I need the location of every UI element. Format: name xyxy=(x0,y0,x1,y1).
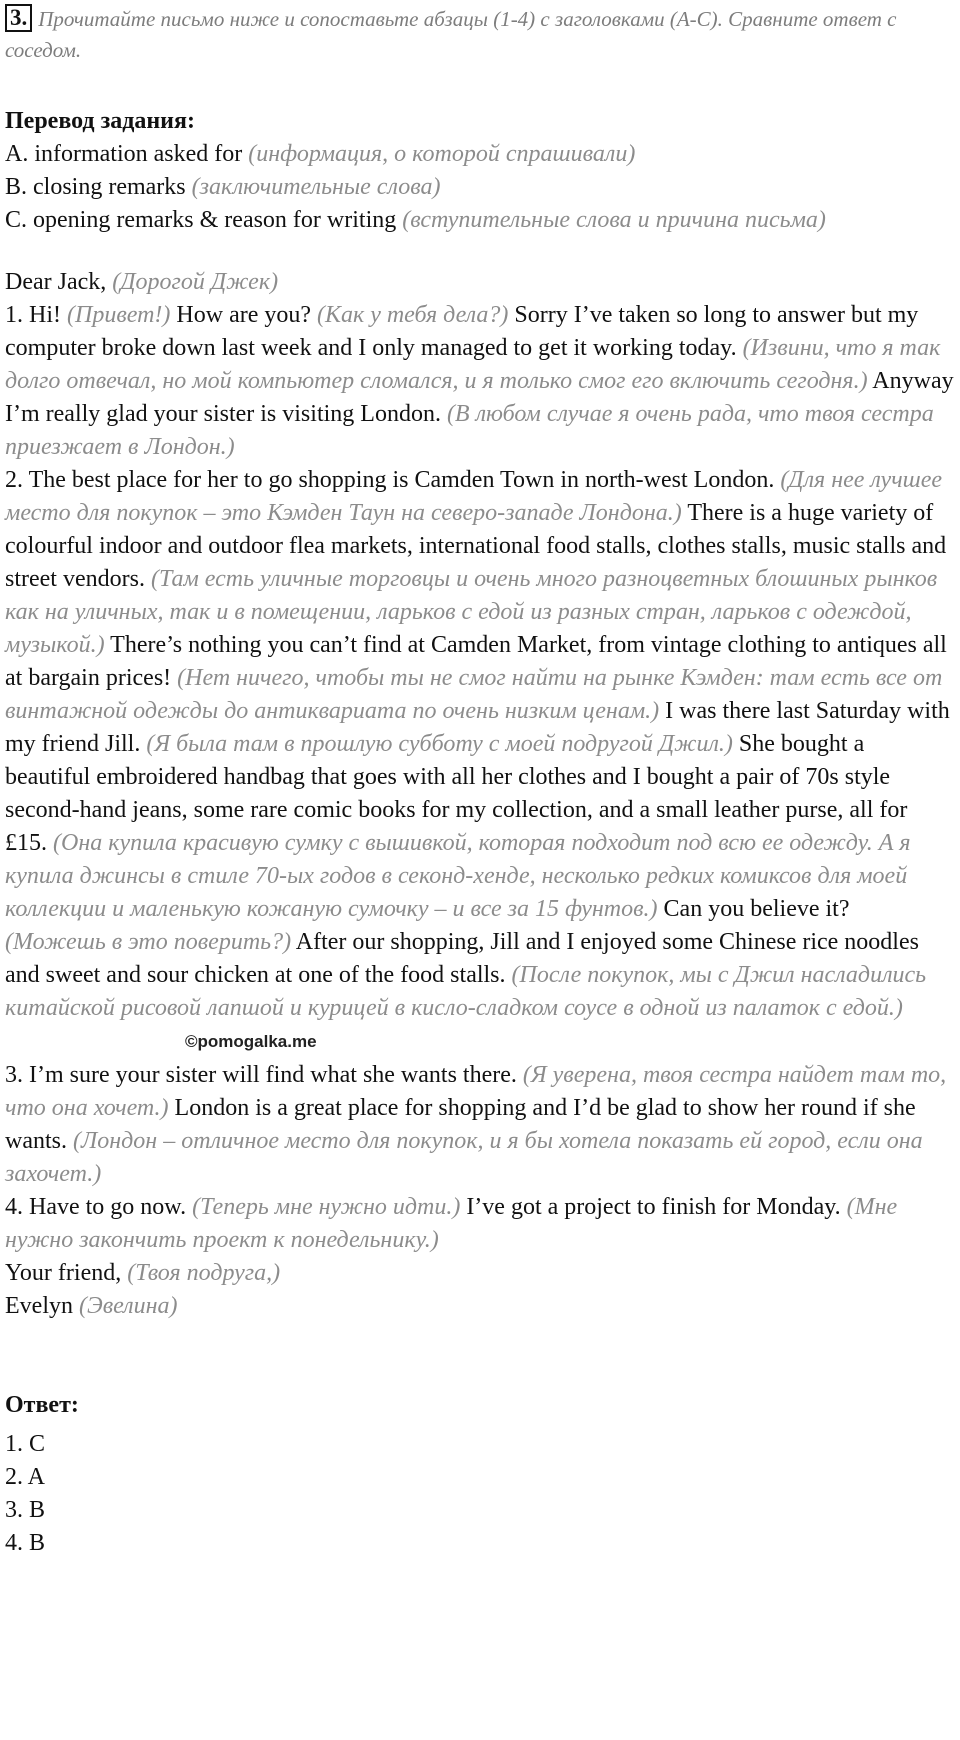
sentence-en: After our shopping, Jill and I enjoyed some Chinese rice noodles and sweet and sour chicken at one of the food stalls. xyxy=(5,929,919,988)
translation-item-en: B. closing remarks xyxy=(5,174,186,200)
translation-item-ru: (заключительные слова) xyxy=(191,174,441,200)
sentence-en: 3. I’m sure your sister will find what she wants there. xyxy=(5,1062,517,1088)
answer-item: 3. B xyxy=(5,1497,46,1523)
translation-item-en: A. information asked for xyxy=(5,141,243,167)
translation-item xyxy=(5,138,955,171)
sentence-en: How are you? xyxy=(176,302,312,328)
translation-item-en: C. opening remarks & reason for writing xyxy=(5,207,397,233)
task-instruction: Прочитайте письмо ниже и сопоставьте абзацы (1-4) с заголовками (A-C). Сравните ответ с соседом. xyxy=(5,7,897,62)
letter-body xyxy=(5,266,955,1323)
translation-heading: Перевод задания: xyxy=(5,108,195,134)
sentence-en: She bought a beautiful embroidered handbag that goes with all her clothes and I bought a pair of 70s style second-hand jeans, some rare comic books for my collection, and a small leather purse, all for £15. xyxy=(5,731,908,856)
sentence-ru: (Я была там в прошлую субботу с моей подругой Джил.) xyxy=(146,731,733,757)
greeting-en: Dear Jack, xyxy=(5,269,107,295)
closing-ru: (Твоя подруга,) xyxy=(127,1260,281,1286)
paragraph-4 xyxy=(5,1191,955,1257)
translation-item xyxy=(5,171,955,204)
translation-item-ru: (вступительные слова и причина письма) xyxy=(402,207,826,233)
answer-list xyxy=(5,1428,955,1560)
answer-heading: Ответ: xyxy=(5,1392,79,1418)
sentence-en: 4. Have to go now. xyxy=(5,1194,187,1220)
sentence-en: London is a great place for shopping and I’d be glad to show her round if she wants. xyxy=(5,1095,916,1154)
answer-item: 4. B xyxy=(5,1530,46,1556)
sentence-ru: (Мне нужно закончить проект к понедельнику.) xyxy=(5,1194,898,1253)
letter-closing xyxy=(5,1257,955,1290)
sentence-en: Can you believe it? xyxy=(663,896,850,922)
sentence-ru: (Можешь в это поверить?) xyxy=(5,929,292,955)
task-header xyxy=(5,4,955,66)
paragraph-3 xyxy=(5,1059,955,1191)
answer-item: 1. C xyxy=(5,1431,46,1457)
sentence-ru: (Нет ничего, чтобы ты не смог найти на рынке Кэмден: там есть все от винтажной одежды до антиквариата по очень низким ценам.) xyxy=(5,665,943,724)
task-number-badge: 3. xyxy=(5,4,32,32)
watermark: ©pomogalka.me xyxy=(185,1032,317,1051)
answer-item: 2. A xyxy=(5,1464,46,1490)
translation-item xyxy=(5,204,955,237)
document-page xyxy=(5,0,955,1560)
sentence-ru: (После покупок, мы с Джил насладились китайской рисовой лапшой и курицей в кисло-сладком соусе в одной из палаток с едой.) xyxy=(5,962,927,1021)
letter-greeting xyxy=(5,266,955,299)
sentence-en: There is a huge variety of colourful indoor and outdoor flea markets, international food stalls, clothes stalls, music stalls and street vendors. xyxy=(5,500,947,592)
sentence-ru: (Там есть уличные торговцы и очень много разноцветных блошиных рынков как на уличных, так и в помещении, ларьков с едой из разных стран, ларьков с одеждой, музыкой.) xyxy=(5,566,938,658)
letter-signature xyxy=(5,1290,955,1323)
greeting-ru: (Дорогой Джек) xyxy=(112,269,279,295)
sentence-ru: (Я уверена, твоя сестра найдет там то, что она хочет.) xyxy=(5,1062,947,1121)
signature-ru: (Эвелина) xyxy=(78,1293,178,1319)
sentence-en: I’ve got a project to finish for Monday. xyxy=(466,1194,841,1220)
sentence-ru: (Лондон – отличное место для покупок, и я бы хотела показать ей город, если она захочет.) xyxy=(5,1128,923,1187)
closing-en: Your friend, xyxy=(5,1260,122,1286)
sentence-en: I was there last Saturday with my friend Jill. xyxy=(5,698,950,757)
paragraph-1 xyxy=(5,299,955,464)
sentence-ru: (Она купила красивую сумку с вышивкой, которая подходит под всю ее одежду. А я купила джинсы в стиле 70-ых годов в секонд-хенде, несколько редких комиксов для моей коллекции и маленькую кожаную сумочку – и все за 15 фунтов.) xyxy=(5,830,911,922)
sentence-en: 2. The best place for her to go shopping is Camden Town in north-west London. xyxy=(5,467,775,493)
sentence-ru: (Как у тебя дела?) xyxy=(317,302,509,328)
sentence-en: Anyway I’m really glad your sister is visiting London. xyxy=(5,368,954,427)
sentence-ru: (В любом случае я очень рада, что твоя сестра приезжает в Лондон.) xyxy=(5,401,934,460)
translation-item-ru: (информация, о которой спрашивали) xyxy=(248,141,636,167)
sentence-en: There’s nothing you can’t find at Camden Market, from vintage clothing to antiques all at bargain prices! xyxy=(5,632,947,691)
sentence-ru: (Извини, что я так долго отвечал, но мой компьютер сломался, и я только смог его включить сегодня.) xyxy=(5,335,941,394)
paragraph-2 xyxy=(5,464,955,1059)
sentence-en: 1. Hi! xyxy=(5,302,61,328)
signature-en: Evelyn xyxy=(5,1293,73,1319)
translation-list xyxy=(5,138,955,237)
sentence-ru: (Для нее лучшее место для покупок – это Кэмден Таун на северо-западе Лондона.) xyxy=(5,467,943,526)
sentence-ru: (Привет!) xyxy=(67,302,171,328)
sentence-en: Sorry I’ve taken so long to answer but my computer broke down last week and I only managed to get it working today. xyxy=(5,302,919,361)
sentence-ru: (Теперь мне нужно идти.) xyxy=(192,1194,461,1220)
